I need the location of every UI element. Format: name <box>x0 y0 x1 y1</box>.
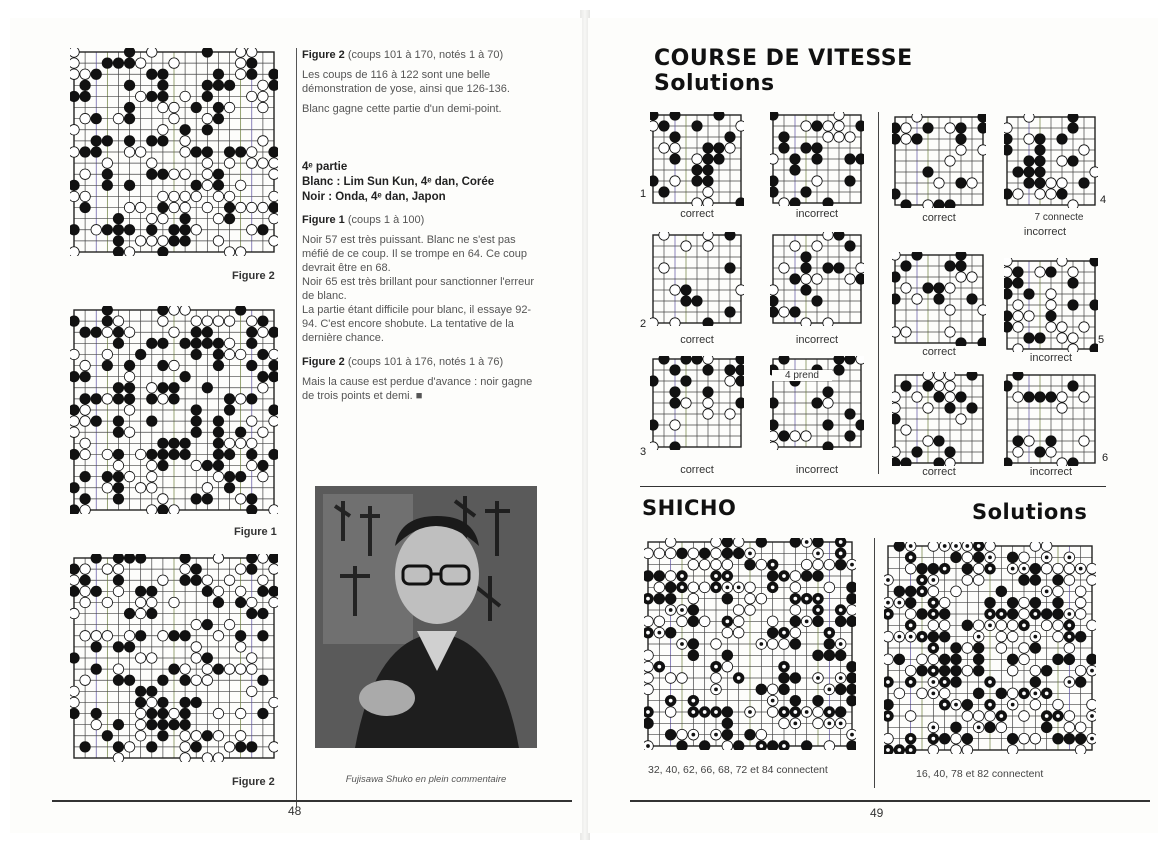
paragraph: Blanc gagne cette partie d'un demi-point. <box>302 103 502 115</box>
solution-note: 7 connecte <box>1034 212 1084 223</box>
right-page <box>588 18 1158 833</box>
photo-caption: Fujisawa Shuko en plein commentaire <box>345 774 507 785</box>
solution-label: correct <box>680 334 714 346</box>
shicho-title: SHICHO <box>642 496 737 520</box>
shicho-board-1 <box>644 538 856 750</box>
game-header: 4ᵉ partie Blanc : Lim Sun Kun, 4ᵉ dan, Corée Noir : Onda, 4ᵉ dan, Japon <box>302 161 495 203</box>
paragraph: Figure 2 (coups 101 à 176, notés 1 à 76) <box>302 356 504 368</box>
paragraph: La partie étant difficile pour blanc, il essaye 92-94. C'est encore shobute. La tentative de la dernière chance. <box>302 304 532 344</box>
shicho-solutions-title: Solutions <box>972 500 1088 524</box>
solution-label: incorrect <box>795 208 839 220</box>
figure-caption: Figure 2 <box>232 270 275 282</box>
problem-number: 5 <box>1098 334 1105 346</box>
go-problem-diagram <box>650 232 744 326</box>
paragraph: Figure 1 (coups 1 à 100) <box>302 214 425 226</box>
problem-number: 2 <box>640 318 647 330</box>
solution-label: incorrect <box>1023 226 1067 238</box>
go-problem-diagram <box>892 114 986 208</box>
page-number: 49 <box>870 806 884 820</box>
go-problem-diagram <box>770 112 864 206</box>
paragraph: Mais la cause est perdue d'avance : noir gagne de trois points et demi. ■ <box>302 376 533 402</box>
move-note: 4 prend <box>772 370 832 381</box>
figure-caption: Figure 1 <box>234 526 277 538</box>
figure-caption: Figure 2 <box>232 776 275 788</box>
solution-label: incorrect <box>1029 352 1073 364</box>
solution-label: correct <box>922 466 956 478</box>
solution-label: incorrect <box>795 464 839 476</box>
solution-label: incorrect <box>1029 466 1073 478</box>
go-board-figure-2-bottom <box>70 554 278 762</box>
go-problem-diagram <box>1004 372 1098 466</box>
column-divider <box>874 538 875 788</box>
problem-number: 6 <box>1102 452 1109 464</box>
go-problem-diagram <box>650 112 744 206</box>
footer-rule <box>630 800 1150 802</box>
page-number: 48 <box>288 804 302 818</box>
footer-rule <box>52 800 572 802</box>
paragraph: Figure 2 (coups 101 à 170, notés 1 à 70) <box>302 49 504 61</box>
section-rule <box>640 486 1106 487</box>
go-board-figure-2-top <box>70 48 278 256</box>
left-page <box>10 18 582 833</box>
photo-fujisawa-shuko <box>315 486 537 748</box>
go-problem-diagram <box>892 252 986 346</box>
problem-number: 4 <box>1100 194 1107 206</box>
column-divider <box>296 48 297 808</box>
shicho-caption: 16, 40, 78 et 82 connectent <box>916 768 1044 780</box>
go-board-figure-1 <box>70 306 278 514</box>
commentary-column <box>302 48 537 409</box>
go-problem-diagram <box>892 372 986 466</box>
solution-label: correct <box>680 208 714 220</box>
shicho-caption: 32, 40, 62, 66, 68, 72 et 84 connectent <box>648 764 828 776</box>
solution-label: correct <box>922 346 956 358</box>
shicho-board-2 <box>884 542 1096 754</box>
go-problem-diagram <box>1004 114 1098 208</box>
go-problem-diagram <box>1004 258 1098 352</box>
problem-number: 1 <box>640 188 647 200</box>
go-problem-diagram <box>650 356 744 450</box>
solution-label: correct <box>922 212 956 224</box>
paragraph: Les coups de 116 à 122 sont une belle démonstration de yose, ainsi que 126-136. <box>302 69 510 95</box>
column-divider <box>878 112 879 474</box>
solution-label: incorrect <box>795 334 839 346</box>
solution-label: correct <box>680 464 714 476</box>
go-problem-diagram <box>770 232 864 326</box>
problem-number: 3 <box>640 446 647 458</box>
paragraph: Noir 57 est très puissant. Blanc ne s'est pas méfié de ce coup. Il se trompe en 64. Ce coup devrait être en 68. <box>302 234 528 274</box>
paragraph: Noir 65 est très brillant pour sanctionner l'erreur de blanc. <box>302 276 534 302</box>
section-title: COURSE DE VITESSE Solutions <box>654 46 913 96</box>
